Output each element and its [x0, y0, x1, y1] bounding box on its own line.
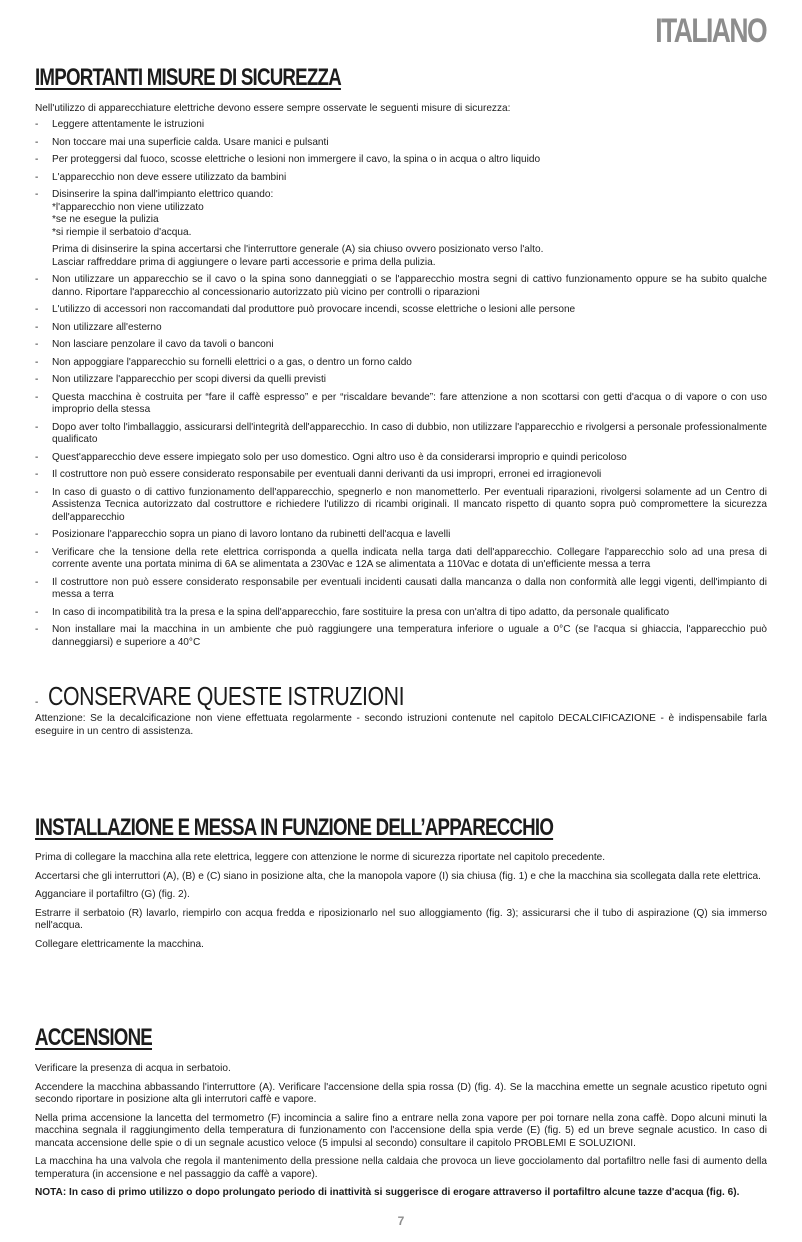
unplug-heading: - Disinserire la spina dall'impianto elettrico quando: — [52, 189, 274, 200]
language-label: ITALIANO — [655, 12, 766, 50]
paragraph: Agganciare il portafiltro (G) (fig. 2). — [35, 889, 190, 900]
list-item: - Il costruttore non può essere considerato responsabile per eventuali danni derivanti da usi impropri, erronei ed irragionevoli — [35, 469, 767, 482]
keep-dash: - — [35, 697, 39, 708]
list-item: - Posizionare l'apparecchio sopra un piano di lavoro lontano da rubinetti dell'acqua e lavelli — [35, 529, 767, 542]
list-item: - Non utilizzare l'apparecchio per scopi diversi da quelli previsti — [35, 374, 767, 387]
installation-body — [35, 852, 767, 957]
installation-title: INSTALLAZIONE E MESSA IN FUNZIONE DELL’APPARECCHIO — [35, 814, 554, 841]
note-paragraph: NOTA: In caso di primo utilizzo o dopo prolungato periodo di inattività si suggerisce di erogare attraverso il portafiltro alcune tazze d'acqua (fig. 6). — [35, 1187, 740, 1198]
list-item: - Non utilizzare all'esterno — [35, 322, 767, 335]
list-item: - Non installare mai la macchina in un ambiente che può raggiungere una temperatura inferiore o uguale a 0°C (se l'acqua si ghiaccia, l'apparecchio può danneggiarsi) e superiore a 40°C — [35, 624, 767, 649]
list-item: - Per proteggersi dal fuoco, scosse elettriche o lesioni non immergere il cavo, la spina o in acqua o altro liquido — [35, 154, 767, 167]
safety-list — [35, 119, 767, 654]
list-item: - L'apparecchio non deve essere utilizzato da bambini — [35, 172, 767, 185]
keep-instructions-heading — [35, 681, 483, 712]
paragraph: Collegare elettricamente la macchina. — [35, 938, 204, 950]
paragraph: Accertarsi che gli interruttori (A), (B) e (C) siano in posizione alta, che la manopola vapore (I) sia chiusa (fig. 1) e che la macchina sia scollegata dalla rete elettrica. — [35, 870, 761, 882]
list-item: - Quest'apparecchio deve essere impiegato solo per uso domestico. Ogni altro uso è da considerarsi improprio e quindi pericoloso — [35, 452, 767, 465]
list-item: - Non toccare mai una superficie calda. Usare manici e pulsanti — [35, 137, 767, 150]
paragraph: La macchina ha una valvola che regola il mantenimento della pressione nella caldaia che provoca un lieve gocciolamento dal portafiltro nelle fasi di aumento della temperatura (in accensione e nel passaggio da caffè a vapore). — [35, 1156, 767, 1180]
power-on-title: ACCENSIONE — [35, 1024, 153, 1051]
safety-title: IMPORTANTI MISURE DI SICUREZZA — [35, 64, 341, 91]
paragraph: Verificare la presenza di acqua in serbatoio. — [35, 1063, 231, 1074]
unplug-sub-item: *l'apparecchio non viene utilizzato — [52, 201, 204, 213]
paragraph: Accendere la macchina abbassando l'interruttore (A). Verificare l'accensione della spia rossa (D) (fig. 4). Se la macchina emette un segnale acustico ripetuto ogni secondo riportare in posizione alta gli interrutori caffè e vapore. — [35, 1081, 767, 1105]
unplug-sub-item: *si riempie il serbatoio d'acqua. — [52, 226, 192, 238]
list-item: - Questa macchina è costruita per “fare il caffè espresso” e per “riscaldare bevande”: fare attenzione a non scottarsi con getti d'acqua o di vapore o con uso improprio della stessa — [35, 392, 767, 417]
list-item: - Non utilizzare un apparecchio se il cavo o la spina sono danneggiati o se l'apparecchio mostra segni di cattivo funzionamento oppure se ha subito qualche danno. Riportare l'apparecchio al concessionario autorizzato più vicino per controlli o riparazioni — [35, 274, 767, 299]
paragraph: Nella prima accensione la lancetta del termometro (F) incomincia a salire fino a entrare nella zona vapore per poi tornare nella zona caffè. Dopo alcuni minuti la macchina segnala il raggiungimento della temperatura di funzionamento con l'accensione della spia verde (E) (fig. 5) ed un breve segnale acustico. In caso di mancata accensione delle spie o di un segnale acustico veloce (5 impulsi al secondo) consultare il capitolo PROBLEMI E SOLUZIONI. — [35, 1112, 767, 1149]
list-item: - Il costruttore non può essere considerato responsabile per eventuali incidenti causati dalla mancanza o dalla non conformità alle leggi vigenti, dell'impianto di messa a terra — [35, 577, 767, 602]
page-number: 7 — [397, 1214, 405, 1228]
unplug-note: Lasciar raffreddare prima di aggiungere o levare parti accessorie e prima della pulizia. — [52, 256, 436, 268]
list-item: - Verificare che la tensione della rete elettrica corrisponda a quella indicata nella targa dati dell'apparecchio. Collegare l'apparecchio solo ad una presa di corrente avente una portata minima di 6A se alimentata a 230Vac e 12A se alimentata a 110Vac e dotata di un'efficiente messa a terra — [35, 547, 767, 572]
list-item-unplug — [35, 189, 767, 269]
list-item: - Leggere attentamente le istruzioni — [35, 119, 767, 132]
list-item: - In caso di incompatibilità tra la presa e la spina dell'apparecchio, fare sostituire la presa con un'altra di tipo adatto, da personale qualificato — [35, 607, 767, 620]
list-item: - In caso di guasto o di cattivo funzionamento dell'apparecchio, spegnerlo e non manometterlo. Per eventuali riparazioni, rivolgersi solamente ad un Centro di Assistenza Tecnica autorizzato dal costruttore e richiedere l'utilizzo di ricambi originali. Il mancato rispetto di quanto sopra può compromettere la sicurezza dell'apparecchio — [35, 487, 767, 525]
paragraph: Estrarre il serbatoio (R) lavarlo, riempirlo con acqua fredda e riposizionarlo nel suo alloggiamento (fig. 3); assicurarsi che il tubo di aspirazione (Q) sia immerso nell'acqua. — [35, 907, 767, 931]
unplug-note: Prima di disinserire la spina accertarsi che l'interruttore generale (A) sia chiuso ovvero posizionato verso l'alto. — [52, 244, 544, 255]
paragraph: Prima di collegare la macchina alla rete elettrica, leggere con attenzione le norme di sicurezza riportate nel capitolo precedente. — [35, 852, 606, 863]
list-item: - Dopo aver tolto l'imballaggio, assicurarsi dell'integrità dell'apparecchio. In caso di dubbio, non utilizzare l'apparecchio e rivolgersi a personale professionalmente qualificato — [35, 422, 767, 447]
unplug-sub-item: *se ne esegue la pulizia — [52, 214, 159, 225]
safety-intro: Nell'utilizzo di apparecchiature elettriche devono essere sempre osservate le seguenti misure di sicurezza: — [35, 103, 511, 114]
list-item: - L'utilizzo di accessori non raccomandati dal produttore può provocare incendi, scosse elettriche o lesioni alle persone — [35, 304, 767, 317]
power-on-body — [35, 1063, 767, 1206]
keep-instructions-text: CONSERVARE QUESTE ISTRUZIONI — [48, 681, 405, 711]
list-item: - Non appoggiare l'apparecchio su fornelli elettrici o a gas, o dentro un forno caldo — [35, 357, 767, 370]
attention-paragraph: Attenzione: Se la decalcificazione non viene effettuata regolarmente - secondo istruzioni contenute nel capitolo DECALCIFICAZIONE - è indispensabile farla eseguire in un centro di assistenza. — [35, 713, 767, 737]
list-item: - Non lasciare penzolare il cavo da tavoli o banconi — [35, 339, 767, 352]
